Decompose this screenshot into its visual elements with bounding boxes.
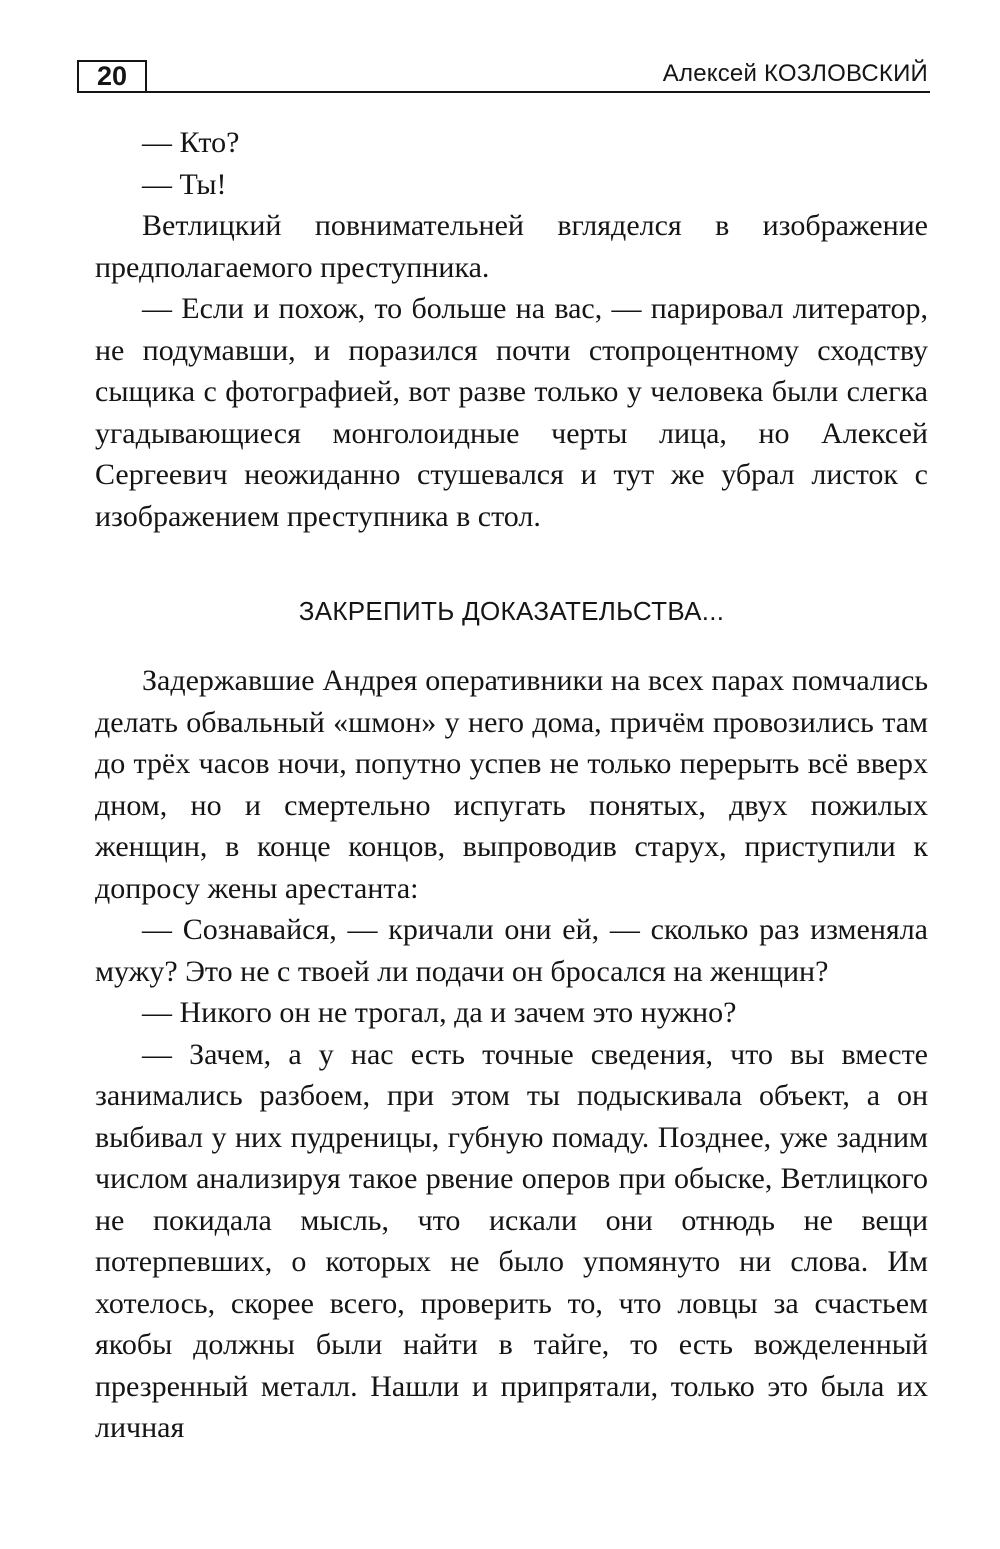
text-block-after-section (95, 660, 928, 1449)
text-block-before-section (95, 122, 928, 537)
header-rule (77, 91, 930, 93)
paragraph: — Сознавайся, — кричали они ей, — сколько раз изменяла мужу? Это не с твоей ли подачи он бросался на женщин? (95, 913, 928, 988)
paragraph: — Ты! (142, 167, 227, 201)
section-title: ЗАКРЕПИТЬ ДОКАЗАТЕЛЬСТВА... (298, 596, 725, 626)
paragraph: — Кто? (142, 126, 240, 159)
paragraph: — Зачем, а у нас есть точные сведения, что вы вместе занимались разбоем, при этом ты подыскивала объект, а он выбивал у них пудреницы, губную помаду. Позднее, уже задним числом анализируя такое рвение оперов при обыске, Ветлицкого не покидала мысль, что искали они отнюдь не вещи потерпевших, о которых не было упомянуто ни слова. Им хотелось, скорее всего, проверить то, что ловцы за счастьем якобы должны были найти в тайге, то есть вожделенный презренный металл. Нашли и припрятали, только это была их личная (95, 1037, 928, 1444)
paragraph: — Никого он не трогал, да и зачем это нужно? (142, 996, 737, 1029)
paragraph: Ветлицкий повнимательней вгляделся в изображение предполагаемого преступника. (95, 209, 928, 284)
running-head-author: Алексей КОЗЛОВСКИЙ (662, 60, 928, 87)
page-header (77, 58, 930, 94)
paragraph: — Если и похож, то больше на вас, — парировал литератор, не подумавши, и поразился почти стопроцентному сходству сыщика с фотографией, вот разве только у человека были слегка угадывающиеся монголоидные черты лица, но Алексей Сергеевич неожиданно стушевался и тут же убрал листок с изображением преступника в стол. (95, 292, 928, 533)
paragraph: Задержавшие Андрея оперативники на всех парах помчались делать обвальный «шмон» у него дома, причём провозились там до трёх часов ночи, попутно успев не только перерыть всё вверх дном, но и смертельно испугать понятых, двух пожилых женщин, в конце концов, выпроводив старух, приступили к допросу жены арестанта: (95, 664, 928, 905)
page-number: 20 (96, 61, 128, 91)
